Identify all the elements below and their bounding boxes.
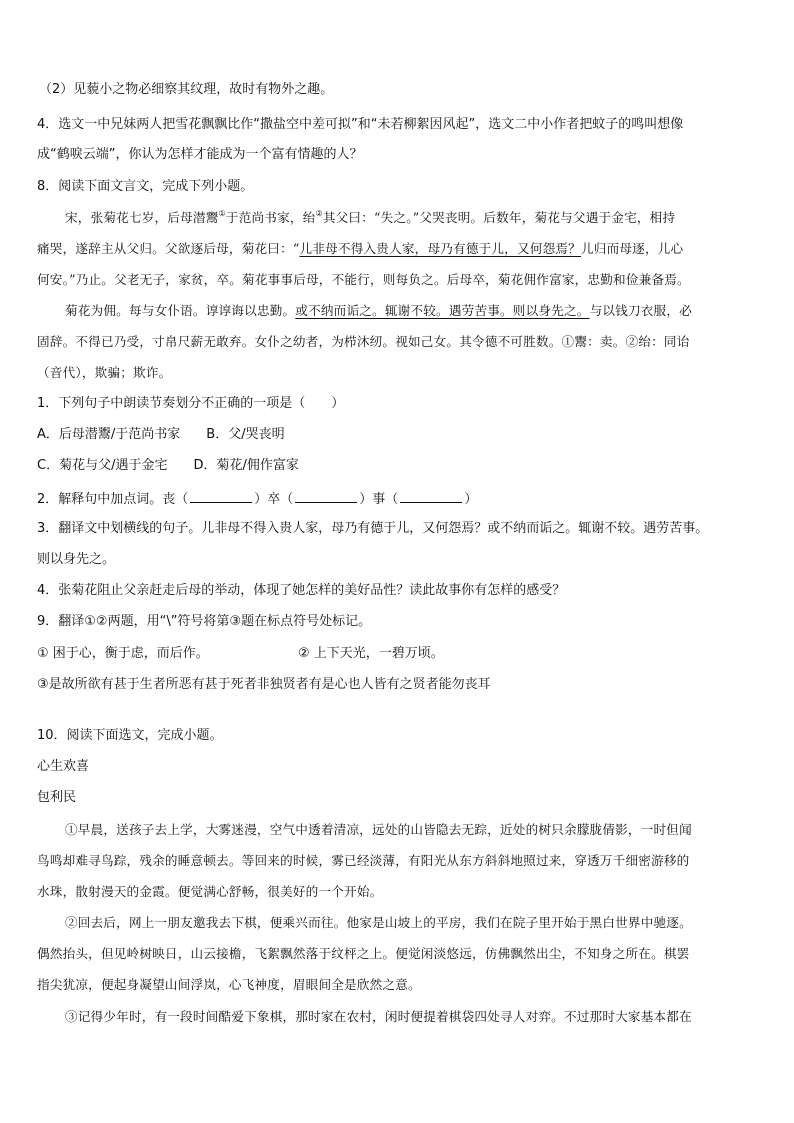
q8-options-ab: A．后母潜鬻/于范尚书家 B．父/哭丧明 — [37, 427, 285, 442]
answer-blank[interactable] — [190, 490, 252, 503]
article-paragraph-line: ①早晨，送孩子去上学，大雾迷漫，空气中透着清凉，远处的山皆隐去无踪，近处的树只余朦胧倩影，一时但闻 — [65, 822, 692, 837]
answer-blank[interactable] — [295, 490, 357, 503]
q8-text: 2．解释句中加点词。丧（ — [37, 492, 189, 507]
q9-heading: 9．翻译①②两题，用“\”符号将第③题在标点符号处标记。 — [37, 614, 372, 629]
q8-text: 痛哭，遂辞主从父归。父欲逐后母，菊花曰：“ — [37, 241, 300, 256]
article-paragraph-line: 指尖犹凉，便起身凝望山间浮岚，心飞神度，眉眼间全是欣然之意。 — [37, 977, 421, 992]
underlined-sentence: 或不纳而诟之。辄谢不较。遇劳苦事。则以身先之。 — [295, 303, 590, 318]
q8-text: 儿归而母逐，儿心 — [580, 241, 684, 256]
q-prev-item-2: （2）见藐小之物必细察其纹理，故时有物外之趣。 — [39, 82, 334, 97]
q8-text: ）事（ — [359, 492, 399, 507]
article-paragraph-line: 偶然抬头，但见岭树映日，山云接檐，飞絮飘然落于纹枰之上。便觉闲淡悠远，仿佛飘然出尘，不知身之所在。棋罢 — [37, 946, 690, 961]
q8-passage-line: 固辞。不得已乃受，寸帛尺薪无敢弃。女仆之幼者，为栉沐纫。视如己女。其令德不可胜数。①鬻：卖。②绐：同诒 — [37, 334, 690, 349]
q8-subquestion-3-line-1: 3．翻译文中划横线的句子。儿非母不得入贵人家，母乃有德于儿，又何怨焉？或不纳而诟之。辄谢不较。遇劳苦事。 — [37, 521, 709, 536]
q8-subquestion-2 — [37, 490, 477, 508]
q9-item-2: ② 上下天光，一碧万顷。 — [298, 646, 444, 661]
article-paragraph-line: 水珠，散射漫天的金霞。便觉满心舒畅，很美好的一个开始。 — [37, 884, 383, 899]
q8-passage-line — [65, 303, 692, 319]
answer-blank[interactable] — [400, 490, 462, 503]
article-paragraph-line: ③记得少年时，有一段时间酷爱下象棋，那时家在农村，闲时便提着棋袋四处寻人对弈。不过那时大家基本都在 — [65, 1009, 692, 1024]
footnote-marker: ② — [315, 209, 323, 218]
underlined-sentence: 儿非母不得入贵人家，母乃有德于儿，又何怨焉？ — [299, 241, 581, 256]
q8-text: ）卒（ — [254, 492, 294, 507]
q8-subquestion-4: 4．张菊花阻止父亲赶走后母的举动，体现了她怎样的美好品性？读此故事你有怎样的感受？ — [37, 583, 566, 598]
q8-text: ） — [464, 492, 478, 507]
q8-subquestion-1: 1．下列句子中朗读节奏划分不正确的一项是（ ） — [37, 396, 345, 411]
q9-item-1: ① 困于心，衡于虑，而后作。 — [37, 646, 209, 661]
q8-options-cd: C．菊花与父/遇于金宅 D．菊花/佣作富家 — [37, 458, 299, 473]
q8-passage-line: 何安。”乃止。父老无子，家贫，卒。菊花事事后母，不能行，则每负之。后母卒，菊花佣作富家，忠勤和俭兼备焉。 — [37, 272, 690, 287]
article-paragraph-line: 鸟鸣却难寻鸟踪，残余的睡意顿去。等回来的时候，雾已经淡薄，有阳光从东方斜斜地照过来，穿透万千细密游移的 — [37, 853, 690, 868]
q9-item-3: ③是故所欲有甚于生者所恶有甚于死者非独贤者有是心也人皆有之贤者能勿丧耳 — [37, 677, 491, 692]
q8-subquestion-3-line-2: 则以身先之。 — [37, 552, 116, 567]
q8-passage-line — [37, 241, 683, 257]
q8-text: 菊花为佣。每与女仆语。谆谆诲以忠勤。 — [65, 303, 296, 318]
q8-text: 于范尚书家，绐 — [225, 210, 316, 225]
article-paragraph-line: ②回去后，网上一朋友邀我去下棋，便乘兴而往。他家是山坡上的平房，我们在院子里开始于黑白世界中驰逐。 — [65, 915, 692, 930]
footnote-marker: ① — [218, 209, 226, 218]
q10-heading: 10．阅读下面选文，完成小题。 — [37, 728, 223, 743]
q-prev-4-line-2: 成“鹤唳云端”，你认为怎样才能成为一个富有情趣的人？ — [37, 147, 363, 162]
q8-text: 其父曰：“失之。”父哭丧明。后数年，菊花与父遇于金宅，相持 — [322, 210, 676, 225]
q8-passage-line: （音代），欺骗；欺诈。 — [37, 365, 172, 380]
article-author: 包利民 — [37, 790, 77, 805]
q8-heading: 8．阅读下面文言文，完成下列小题。 — [37, 179, 254, 194]
q-prev-4-line-1: 4．选文一中兄妹两人把雪花飘飘比作“撒盐空中差可拟”和“未若柳絮因风起”，选文二中小作者把蚊子的鸣叫想像 — [37, 117, 684, 132]
article-title: 心生欢喜 — [37, 759, 90, 774]
q8-passage-line — [65, 210, 675, 226]
q8-text: 宋，张菊花七岁，后母潜鬻 — [65, 210, 219, 225]
q8-text: 与以钱刀衣服，必 — [589, 303, 692, 318]
